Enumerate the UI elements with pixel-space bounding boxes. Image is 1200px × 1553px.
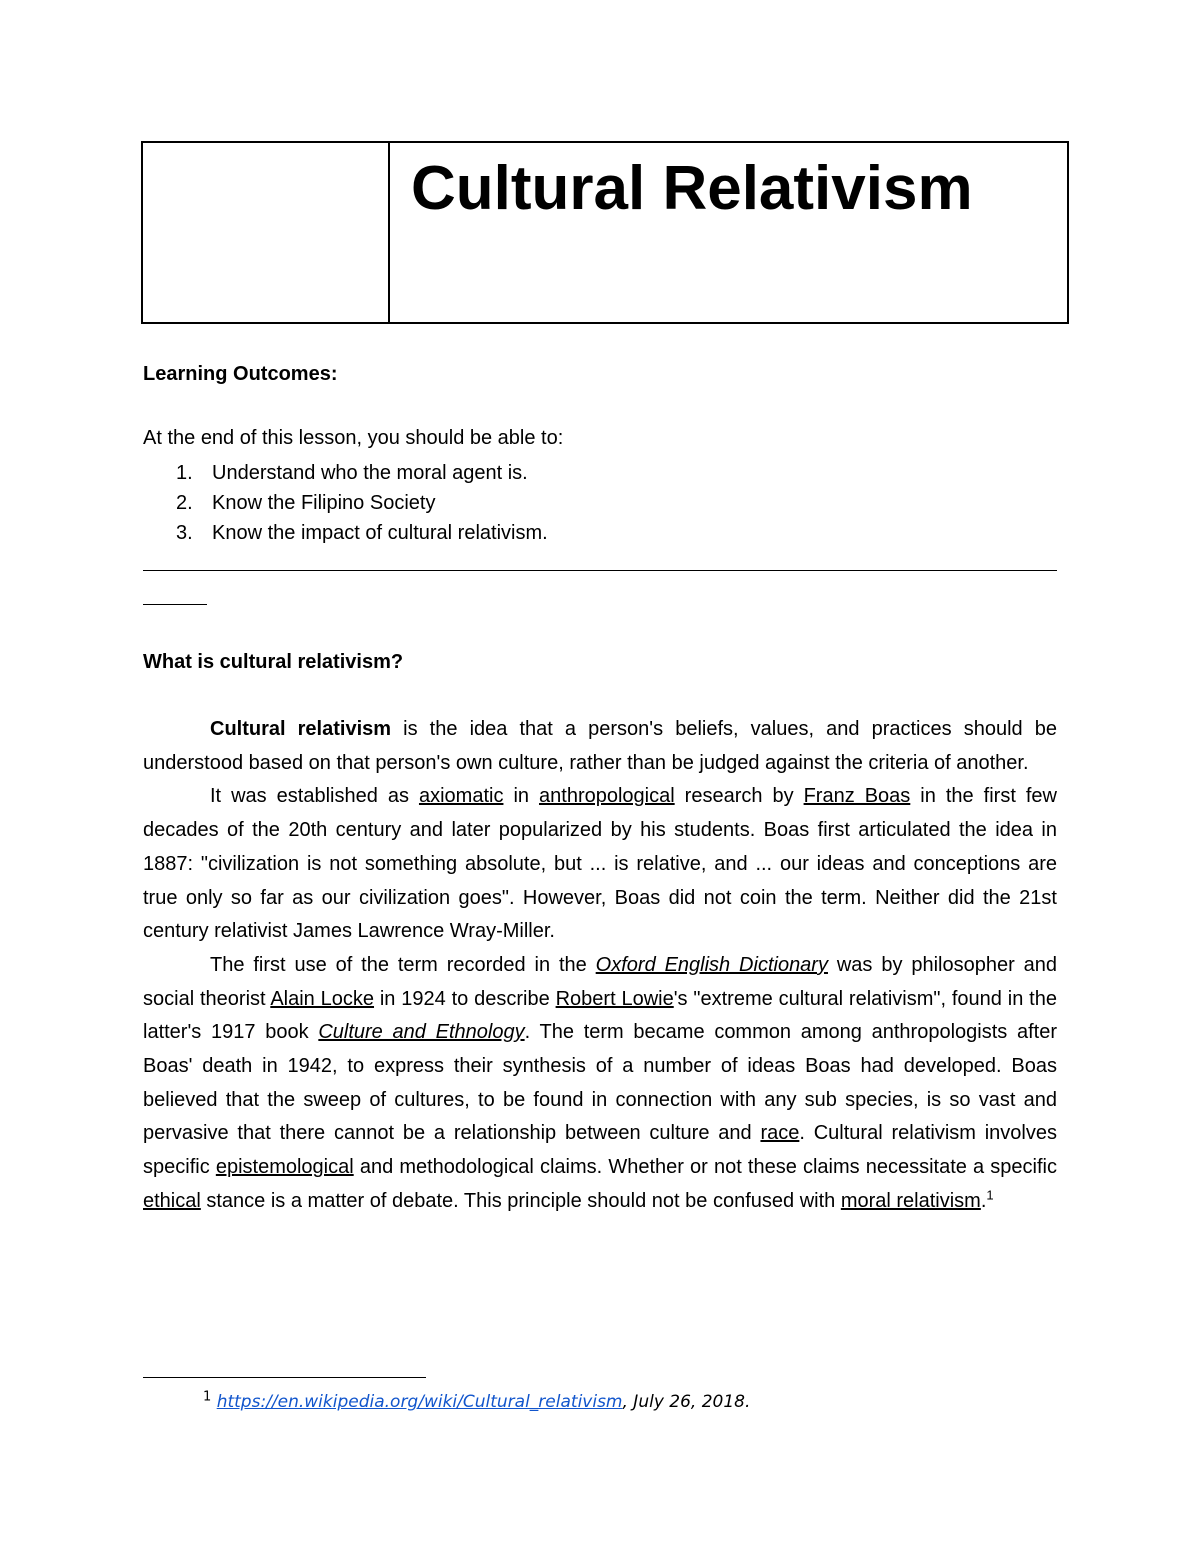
link-alain-locke[interactable]: Alain Locke xyxy=(270,987,375,1010)
learning-outcomes-intro: At the end of this lesson, you should be able to: xyxy=(143,427,564,449)
link-robert-lowie[interactable]: Robert Lowie xyxy=(555,987,674,1010)
paragraph-1 xyxy=(143,713,1057,780)
link-epistemological[interactable]: epistemological xyxy=(215,1156,354,1179)
paragraph-text: stance is a matter of debate. This principle should not be confused with xyxy=(200,1189,841,1212)
footnote-link[interactable]: https://en.wikipedia.org/wiki/Cultural_relativism xyxy=(216,1392,623,1412)
paragraph-text: is the idea that a person's beliefs, values, and practices should be understood based on that person's own culture, rather than be judged against the criteria of another. xyxy=(143,718,1057,774)
list-item xyxy=(143,488,548,518)
paragraph-text: in the first few decades of the 20th century and later popularized by his students. Boas first articulated the idea in 1887: "civilization is not something absolute, but ... is relative, and ... our ideas and conceptions are true only so far as our civilization goes". However, Boas did not coin the term. Neither did the 21st century relativist James Lawrence Wray-Miller. xyxy=(143,785,1058,943)
section-heading: What is cultural relativism? xyxy=(143,651,404,673)
link-text: Oxford English Dictionary xyxy=(595,953,828,976)
list-item-text: Know the impact of cultural relativism. xyxy=(212,522,548,544)
title-table xyxy=(141,141,1069,324)
paragraph-text: The first use of the term recorded in the xyxy=(210,953,596,976)
paragraph-3 xyxy=(143,949,1057,1219)
footnote-date: , July 26, 2018. xyxy=(622,1392,751,1412)
paragraph-text: in 1924 to describe xyxy=(374,987,556,1010)
section-divider-line-short xyxy=(143,604,207,605)
link-oxford-english-dictionary[interactable] xyxy=(596,954,828,976)
list-item-text: Understand who the moral agent is. xyxy=(212,462,528,484)
list-item-number: 2. xyxy=(176,492,193,514)
paragraph-text: research by xyxy=(674,785,804,808)
list-item-text: Know the Filipino Society xyxy=(212,492,436,514)
list-item-number: 1. xyxy=(176,462,193,484)
paragraph-text: 's "extreme cultural relativism", found in the latter's 1917 book xyxy=(143,987,1057,1044)
list-item-number: 3. xyxy=(176,522,193,544)
article-body xyxy=(143,713,1057,1219)
footnote xyxy=(203,1390,750,1414)
link-franz-boas[interactable]: Franz Boas xyxy=(803,785,911,808)
link-culture-and-ethnology[interactable] xyxy=(318,1021,524,1043)
paragraph-text: . Cultural relativism involves specific xyxy=(143,1122,1057,1179)
list-item xyxy=(143,518,548,548)
title-table-empty-cell xyxy=(143,143,390,322)
paragraph-2 xyxy=(143,780,1057,949)
learning-outcomes-list xyxy=(143,458,548,548)
term-bold: Cultural relativism xyxy=(210,718,392,740)
paragraph-text: was by philosopher and social theorist xyxy=(143,953,1057,1010)
paragraph-text: and methodological claims. Whether or not these claims necessitate a specific xyxy=(353,1156,1057,1179)
document-title: Cultural Relativism xyxy=(411,154,973,223)
footnote-separator xyxy=(143,1377,426,1378)
link-race[interactable]: race xyxy=(760,1122,800,1145)
learning-outcomes-heading: Learning Outcomes: xyxy=(143,363,338,385)
paragraph-text: It was established as xyxy=(210,785,419,808)
paragraph-text: . The term became common among anthropologists after Boas' death in 1942, to express their synthesis of a number of ideas Boas had developed. Boas believed that the sweep of cultures, to be found in connection with any sub species, is so vast and pervasive that there cannot be a relationship between culture and xyxy=(143,1021,1058,1145)
link-ethical[interactable]: ethical xyxy=(143,1189,201,1212)
paragraph-text: in xyxy=(503,785,540,808)
link-anthropological[interactable]: anthropological xyxy=(539,785,675,808)
paragraph-text: . xyxy=(980,1189,987,1212)
link-moral-relativism[interactable]: moral relativism xyxy=(840,1189,981,1212)
link-text: Culture and Ethnology xyxy=(318,1021,525,1044)
section-divider-line xyxy=(143,570,1057,571)
footnote-number: 1 xyxy=(203,1389,212,1405)
footnote-reference[interactable]: 1 xyxy=(986,1187,994,1203)
title-table-title-cell xyxy=(390,143,1067,322)
link-axiomatic[interactable]: axiomatic xyxy=(418,785,504,808)
list-item xyxy=(143,458,548,488)
